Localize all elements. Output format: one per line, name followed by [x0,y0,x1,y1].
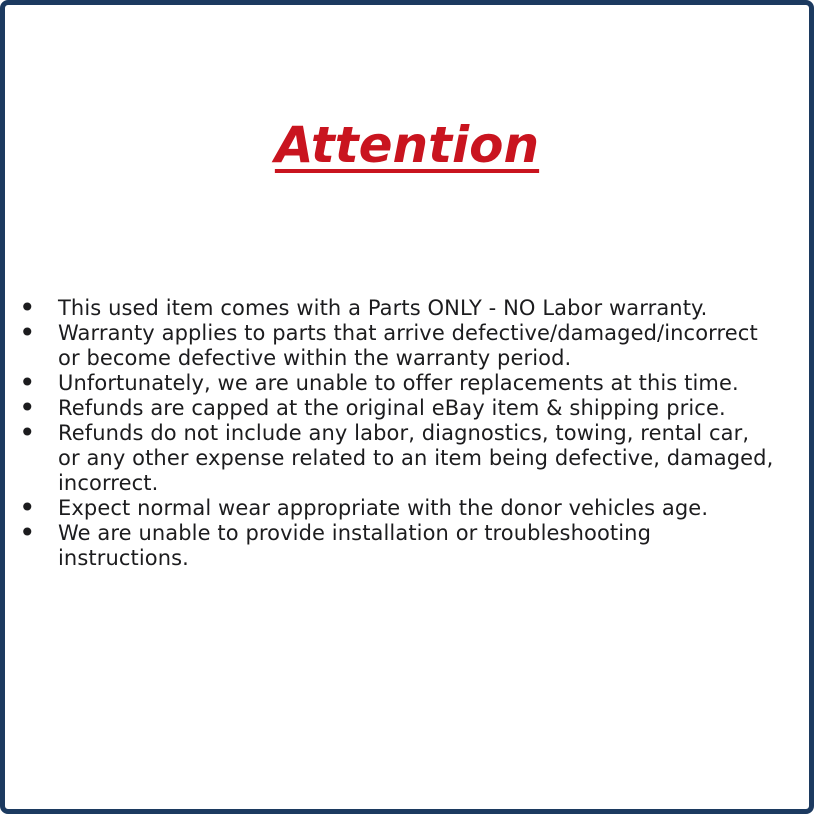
bullet-item [5,391,809,424]
bullet-text: We are unable to provide installation or troubleshooting instructions. [58,521,651,570]
bullet-item [5,316,809,371]
bullet-item [5,366,809,399]
bullet-icon: • [19,491,36,524]
bullet-icon: • [19,316,36,349]
bullet-text: Expect normal wear appropriate with the donor vehicles age. [58,496,709,520]
bullet-icon: • [19,516,36,549]
bullet-text: Warranty applies to parts that arrive defective/damaged/incorrect or become defective within the warranty period. [58,321,758,370]
bullet-icon: • [19,366,36,399]
warranty-bullet-list [5,291,809,571]
bullet-text: Refunds are capped at the original eBay item & shipping price. [58,396,726,420]
bullet-icon: • [19,416,36,449]
attention-heading: Attention [274,116,540,174]
bullet-item [5,491,809,524]
bullet-text: This used item comes with a Parts ONLY - NO Labor warranty. [58,296,708,320]
bullet-text: Refunds do not include any labor, diagnostics, towing, rental car, or any other expense related to an item being defective, damaged, incorrect. [58,421,774,495]
bullet-item [5,416,809,496]
bullet-icon: • [19,391,36,424]
bullet-item [5,291,809,324]
bullet-text: Unfortunately, we are unable to offer replacements at this time. [58,371,739,395]
bullet-icon: • [19,291,36,324]
bullet-item [5,516,809,571]
